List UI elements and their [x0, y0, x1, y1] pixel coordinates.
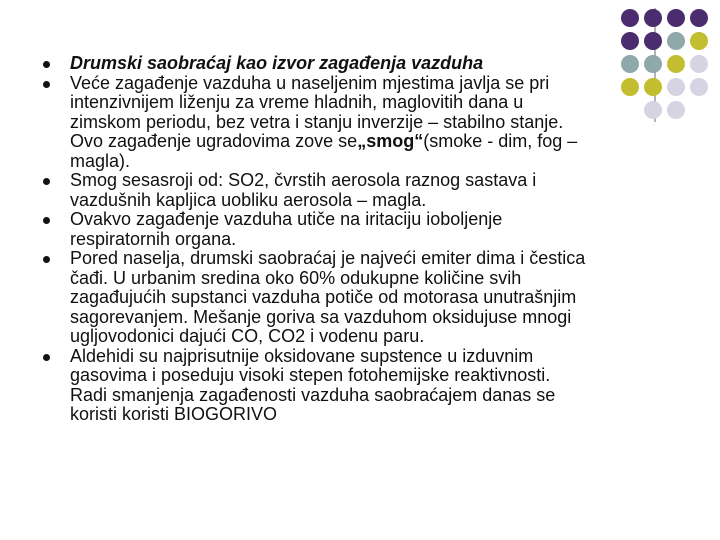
decorative-dot: [667, 9, 685, 27]
decorative-dot: [690, 78, 708, 96]
bullet-marker: [40, 249, 70, 347]
decorative-dot: [644, 32, 662, 50]
bullet-text: Smog sesasroji od: SO2, čvrstih aerosola raznog sastava i vazdušnih kapljica uobliku aerosola – magla.: [70, 170, 537, 210]
bullet-item: [40, 74, 680, 172]
bullet-text: Aldehidi su najprisutnije oksidovane supstence u izduvnim gasovima i poseduju visoki stepen fotohemijske reaktivnosti. Radi smanjenja zagađenosti vazduha saobraćajem danas se koristi koristi BIOGORIVO: [70, 345, 556, 424]
bullet-text-part: (smoke - dim, fog – magla).: [70, 131, 578, 171]
bullet-item-title: [40, 54, 680, 74]
slide-body: [40, 54, 680, 425]
bullet-item: [40, 171, 680, 210]
bullet-marker: [40, 210, 70, 249]
decorative-dot: [644, 9, 662, 27]
decorative-dot: [690, 9, 708, 27]
smog-term: „smog“: [357, 131, 424, 151]
decorative-dot: [621, 32, 639, 50]
bullet-text: Pored naselja, drumski saobraćaj je najveći emiter dima i čestica čađi. U urbanim sredina oko 60% odukupne količine svih zagađujućih supstanci vazduha potiče od motorasa unutrašnjim sagorevanjem. Mešanje goriva sa vazduhom oksidujuse mnogi ugljovodonici dajući CO, CO2 i vodenu paru.: [70, 248, 586, 346]
decorative-dot: [621, 9, 639, 27]
bullet-marker: [40, 347, 70, 425]
bullet-marker: [40, 171, 70, 210]
decorative-dot: [690, 55, 708, 73]
bullet-text-part: Veće zagađenje vazduha u naseljenim mjestima javlja se pri intenzivnijem liženju za vreme hladnih, maglovitih dana u zimskom periodu, bez vetra i stanju inverzije – stabilno stanje. Ovo zagađenje ugradovima zove se: [70, 72, 564, 151]
bullet-marker: [40, 54, 70, 74]
bullet-text: [70, 74, 680, 172]
bullet-item: [40, 249, 680, 347]
bullet-item: [40, 210, 680, 249]
bullet-item: [40, 347, 680, 425]
bullet-marker: [40, 74, 70, 172]
decorative-dot: [690, 32, 708, 50]
slide-title: Drumski saobraćaj kao izvor zagađenja vazduha: [70, 53, 484, 73]
bullet-text: Ovakvo zagađenje vazduha utiče na iritaciju ioboljenje respiratornih organa.: [70, 209, 503, 249]
decorative-dot: [667, 32, 685, 50]
